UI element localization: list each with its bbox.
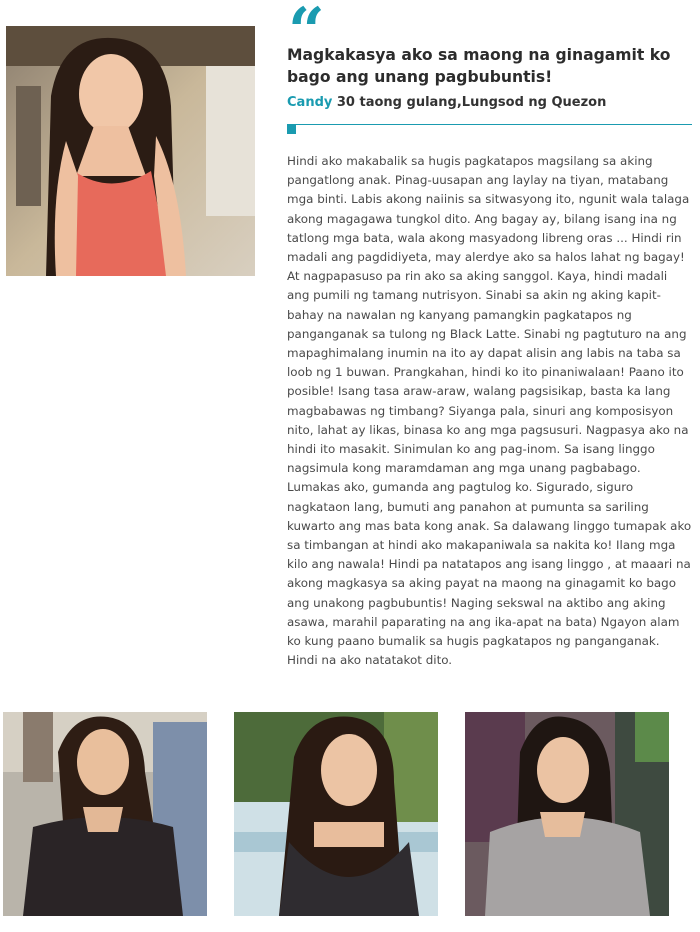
- author-name: Candy: [287, 95, 333, 110]
- quote-icon: “: [288, 0, 319, 69]
- result-photo: [234, 712, 438, 916]
- divider-square: [287, 125, 296, 134]
- author-byline: [287, 94, 691, 112]
- author-portrait-photo: [6, 26, 255, 276]
- result-photo: [465, 712, 669, 916]
- testimonial-headline: Magkakasya ako sa maong na ginagamit ko bago ang unang pagbubuntis!: [287, 46, 671, 86]
- author-details: 30 taong gulang,Lungsod ng Quezon: [336, 95, 607, 110]
- testimonial-story: Hindi ako makabalik sa hugis pagkatapos magsilang sa aking pangatlong anak. Pinag-uusapan ang laylay na tiyan, matabang mga binti. Labis akong naiinis sa sitwasyong ito, ngunit wala talaga akong magagawa tungkol dito. Ang bagay ay, bilang isang ina ng tatlong mga bata, wala akong masyadong libreng oras ... Hindi rin madali ang pagdidiyeta, may alerdye ako sa halos lahat ng bagay! At nagpapasuso pa rin ako sa aking sanggol. Kaya, hindi madali ang pumili ng tamang nutrisyon. Sinabi sa akin ng aking kapit-bahay na nawalan ng kanyang pamangkin pagkatapos ng panganganak sa tulong ng Black Latte. Sinabi ng pagtuturo na ang mapaghimalang inumin na ito ay dapat alisin ang labis na taba sa loob ng 1 buwan. Prangkahan, hindi ko ito pinaniwalaan! Paano ito posible! Isang tasa araw-araw, walang pagsisikap, basta ka lang magbabawas ng timbang? Siyanga pala, sinuri ang komposisyon nito, lahat ay likas, binasa ko ang mga pagsusuri. Nagpasya ako na hindi ito masakit. Sinimulan ko ang pag-inom. Sa isang linggo nagsimula kong maramdaman ang mga unang pagbabago. Lumakas ako, gumanda ang pagtulog ko. Sigurado, siguro nagkataon lang, bumuti ang panahon at pumunta sa sariling kuwarto ang mas bata kong anak. Sa dalawang linggo tumapak ako sa timbangan at hindi ako makapaniwala sa nakita ko! Ilang mga kilo ang nawala! Hindi pa natatapos ang isang linggo , at maaari na akong magkasya sa aking payat na maong na ginagamit ko bago ang unakong pagbubuntis! Naging sekswal na aktibo ang aking asawa, marahil paparating na ang ika-apat na bata) Ngayon alam ko kung paano bumalik sa hugis pagkatapos ng panganganak. Hindi na ako natatakot dito.: [287, 154, 692, 668]
- divider-line: [287, 124, 692, 125]
- result-photo: [3, 712, 207, 916]
